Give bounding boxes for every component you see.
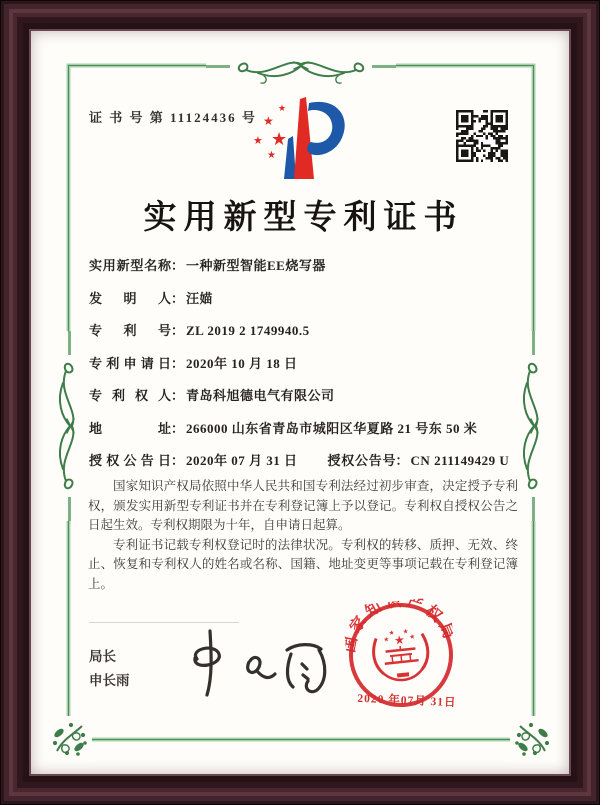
field-label: 专利号	[89, 323, 171, 338]
certificate-fields	[89, 255, 529, 483]
field-value: 汪媌	[186, 290, 214, 306]
field-value: 266000 山东省青岛市城阳区华夏路 21 号东 50 米	[186, 420, 478, 436]
svg-text:★: ★	[382, 635, 390, 644]
qr-code	[456, 110, 508, 162]
field-label: 授权公告号	[327, 453, 396, 468]
logo-star-icon: ★	[253, 134, 263, 147]
logo-star-icon: ★	[267, 150, 276, 161]
field-row-address: 地址： 266000 山东省青岛市城阳区华夏路 21 号东 50 米	[89, 418, 529, 451]
logo-star-icon: ★	[271, 129, 288, 150]
legal-paragraph: 国家知识产权局依照中华人民共和国专利法经过初步审查，决定授予专利权，颁发实用新型专利证书并在专利登记簿上予以登记。专利权自授权公告之日起生效。专利权期限为十年，自申请日起算。	[88, 479, 518, 532]
field-value: 2020年 07 月 31 日	[186, 453, 298, 468]
field-label: 专利申请日	[89, 355, 171, 371]
field-value: ZL 2019 2 1749940.5	[186, 323, 310, 338]
field-row-patent-number: 专利号： ZL 2019 2 1749940.5	[89, 320, 529, 353]
certificate-title: 实用新型专利证书	[143, 200, 464, 236]
field-row-invention-name: 实用新型名称： 一种新型智能EE烧写器	[89, 255, 529, 288]
flourish-top-ornament-icon	[206, 49, 396, 85]
field-value: 2020年 10 月 18 日	[186, 355, 298, 371]
seal-date: 2020 年07月 31日	[357, 692, 457, 710]
floral-corner-right-icon	[510, 716, 556, 762]
svg-text:★: ★	[388, 628, 395, 638]
flourish-left-ornament-icon	[50, 331, 88, 521]
field-row-grant-date: 授权公告日： 2020年 07 月 31 日 授权公告号： CN 211149429 U	[89, 450, 529, 483]
signer-name: 申长雨	[89, 673, 130, 688]
field-row-filing-date: 专利申请日： 2020年 10 月 18 日	[89, 353, 529, 386]
signer-title: 局长	[89, 649, 116, 664]
certificate-paper	[31, 31, 569, 774]
field-value: 一种新型智能EE烧写器	[186, 258, 326, 273]
field-value: CN 211149429 U	[410, 453, 510, 468]
certificate-number: 证 书 号 第 11124436 号	[89, 110, 257, 125]
field-label: 发明人	[89, 290, 171, 306]
legal-paragraph: 专利证书记载专利权登记时的法律状况。专利权的转移、质押、无效、终止、恢复和专利权人的姓名或名称、国籍、地址变更等事项记载在专利登记簿上。	[88, 537, 518, 591]
cnipa-logo-icon	[253, 95, 349, 183]
logo-star-icon: ★	[263, 114, 274, 128]
floral-corner-left-icon	[46, 716, 92, 762]
field-row-patentee: 专利权人： 青岛科旭德电气有限公司	[89, 385, 529, 418]
signature-handwriting-icon	[169, 621, 344, 711]
field-value: 青岛科旭德电气有限公司	[186, 388, 335, 403]
field-row-inventor: 发明人： 汪媌	[89, 288, 529, 321]
national-emblem-icon	[371, 625, 430, 682]
legal-text	[88, 477, 518, 594]
logo-star-icon: ★	[278, 104, 287, 114]
svg-text:★: ★	[402, 627, 409, 636]
svg-text:★: ★	[393, 632, 406, 648]
field-label: 授权公告日	[89, 453, 171, 468]
seal-ring-text: 国家知识产权局	[341, 595, 459, 654]
field-label: 专利权人	[89, 388, 171, 403]
field-label: 实用新型名称	[89, 258, 171, 273]
signer-block	[89, 645, 130, 693]
svg-text:★: ★	[408, 632, 416, 642]
field-label: 地址	[89, 420, 171, 436]
